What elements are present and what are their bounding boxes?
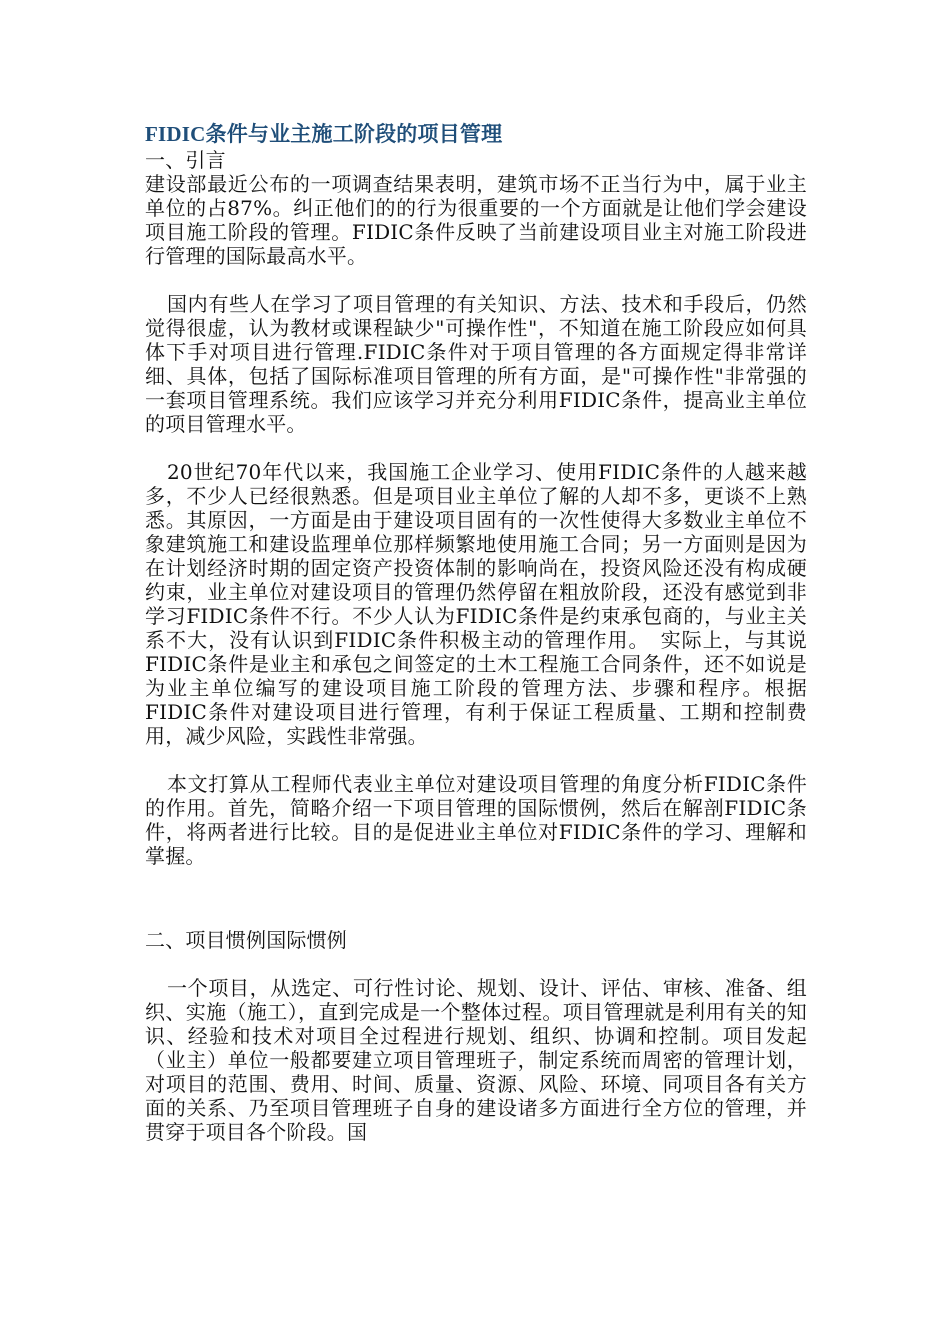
- section-spacer: [145, 868, 807, 928]
- document-page: [145, 120, 807, 1144]
- paragraph-spacer: [145, 436, 807, 460]
- paragraph-practice-1: 一个项目，从选定、可行性讨论、规划、设计、评估、审核、准备、组织、实施（施工），直到完成是一个整体过程。项目管理就是利用有关的知识、经验和技术对项目全过程进行规划、组织、协调和控制。项目发起（业主）单位一般都要建立项目管理班子，制定系统而周密的管理计划，对项目的范围、费用、时间、质量、资源、风险、环境、同项目各有关方面的关系、乃至项目管理班子自身的建设诸多方面进行全方位的管理，并贯穿于项目各个阶段。国: [145, 976, 807, 1144]
- document-title: FIDIC条件与业主施工阶段的项目管理: [145, 122, 503, 146]
- paragraph-intro-2: 国内有些人在学习了项目管理的有关知识、方法、技术和手段后，仍然觉得很虚，认为教材或课程缺少"可操作性"，不知道在施工阶段应如何具体下手对项目进行管理.FIDIC条件对于项目管理的各方面规定得非常详细、具体，包括了国际标准项目管理的所有方面，是"可操作性"非常强的一套项目管理系统。我们应该学习并充分利用FIDIC条件，提高业主单位的项目管理水平。: [145, 292, 807, 436]
- paragraph-intro-4: 本文打算从工程师代表业主单位对建设项目管理的角度分析FIDIC条件的作用。首先，简略介绍一下项目管理的国际惯例，然后在解剖FIDIC条件，将两者进行比较。目的是促进业主单位对FIDIC条件的学习、理解和掌握。: [145, 772, 807, 868]
- paragraph-spacer: [145, 952, 807, 976]
- paragraph-spacer: [145, 748, 807, 772]
- section-heading-international-practice: 二、项目惯例国际惯例: [145, 928, 347, 952]
- paragraph-intro-3: 20世纪70年代以来，我国施工企业学习、使用FIDIC条件的人越来越多，不少人已经很熟悉。但是项目业主单位了解的人却不多，更谈不上熟悉。其原因，一方面是由于建设项目固有的一次性使得大多数业主单位不象建筑施工和建设监理单位那样频繁地使用施工合同；另一方面则是因为在计划经济时期的固定资产投资体制的影响尚在，投资风险还没有构成硬约束，业主单位对建设项目的管理仍然停留在粗放阶段，还没有感觉到非学习FIDIC条件不行。不少人认为FIDIC条件是约束承包商的，与业主关系不大，没有认识到FIDIC条件积极主动的管理作用。 实际上，与其说FIDIC条件是业主和承包之间签定的土木工程施工合同条件，还不如说是为业主单位编写的建设项目施工阶段的管理方法、步骤和程序。根据FIDIC条件对建设项目进行管理，有利于保证工程质量、工期和控制费用，减少风险，实践性非常强。: [145, 460, 807, 748]
- section-heading-introduction: 一、引言: [145, 148, 226, 172]
- paragraph-intro-1: 建设部最近公布的一项调查结果表明，建筑市场不正当行为中，属于业主单位的占87%。纠正他们的的行为很重要的一个方面就是让他们学会建设项目施工阶段的管理。FIDIC条件反映了当前建设项目业主对施工阶段进行管理的国际最高水平。: [145, 172, 807, 268]
- paragraph-spacer: [145, 268, 807, 292]
